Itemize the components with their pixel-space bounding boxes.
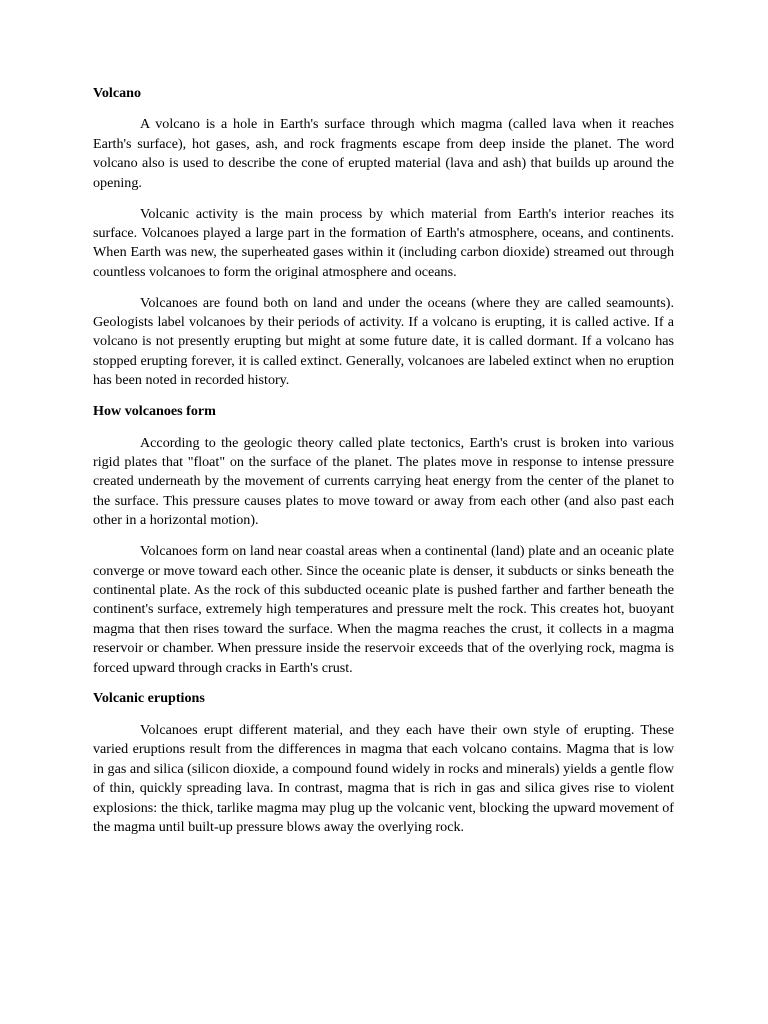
section-heading-how-volcanoes-form: How volcanoes form [93, 403, 216, 420]
paragraph: Volcanic activity is the main process by which material from Earth's interior reaches its surface. Volcanoes played a large part in the formation of Earth's atmosphere, oceans, and continents. When Earth was new, the superheated gases within it (including carbon dioxide) streamed out through countless volcanoes to form the original atmosphere and oceans. [93, 205, 674, 280]
section-heading-volcanic-eruptions: Volcanic eruptions [93, 690, 205, 707]
paragraph: According to the geologic theory called plate tectonics, Earth's crust is broken into various rigid plates that "float" on the surface of the planet. The plates move in response to intense pressure created underneath by the movement of currents carrying heat energy from the center of the planet to the surface. This pressure causes plates to move toward or away from each other (and also past each other in a horizontal motion). [93, 434, 674, 529]
paragraph: Volcanoes erupt different material, and they each have their own style of erupting. These varied eruptions result from the differences in magma that each volcano contains. Magma that is low in gas and silica (silicon dioxide, a compound found widely in rocks and minerals) yields a gentle flow of thin, quickly spreading lava. In contrast, magma that is rich in gas and silica gives rise to violent explosions: the thick, tarlike magma may plug up the volcanic vent, blocking the upward movement of the magma until built-up pressure blows away the overlying rock. [93, 721, 674, 835]
document-page [93, 84, 674, 849]
section-heading-volcano: Volcano [93, 85, 142, 101]
paragraph: Volcanoes form on land near coastal areas when a continental (land) plate and an oceanic plate converge or move toward each other. Since the oceanic plate is denser, it subducts or sinks beneath the continental plate. As the rock of this subducted oceanic plate is pushed farther and farther beneath the continent's surface, extremely high temperatures and pressure melt the rock. This creates hot, buoyant magma that then rises toward the surface. When the magma reaches the crust, it collects in a magma reservoir or chamber. When pressure inside the reservoir exceeds that of the overlying rock, magma is forced upward through cracks in Earth's crust. [93, 543, 674, 676]
paragraph: A volcano is a hole in Earth's surface through which magma (called lava when it reaches Earth's surface), hot gases, ash, and rock fragments escape from deep inside the planet. The word volcano also is used to describe the cone of erupted material (lava and ash) that builds up around the opening. [93, 116, 674, 191]
paragraph: Volcanoes are found both on land and under the oceans (where they are called seamounts). Geologists label volcanoes by their periods of activity. If a volcano is erupting, it is called active. If a volcano is not presently erupting but might at some future date, it is called dormant. If a volcano has stopped erupting forever, it is called extinct. Generally, volcanoes are labeled extinct when no eruption has been noted in recorded history. [93, 294, 674, 389]
